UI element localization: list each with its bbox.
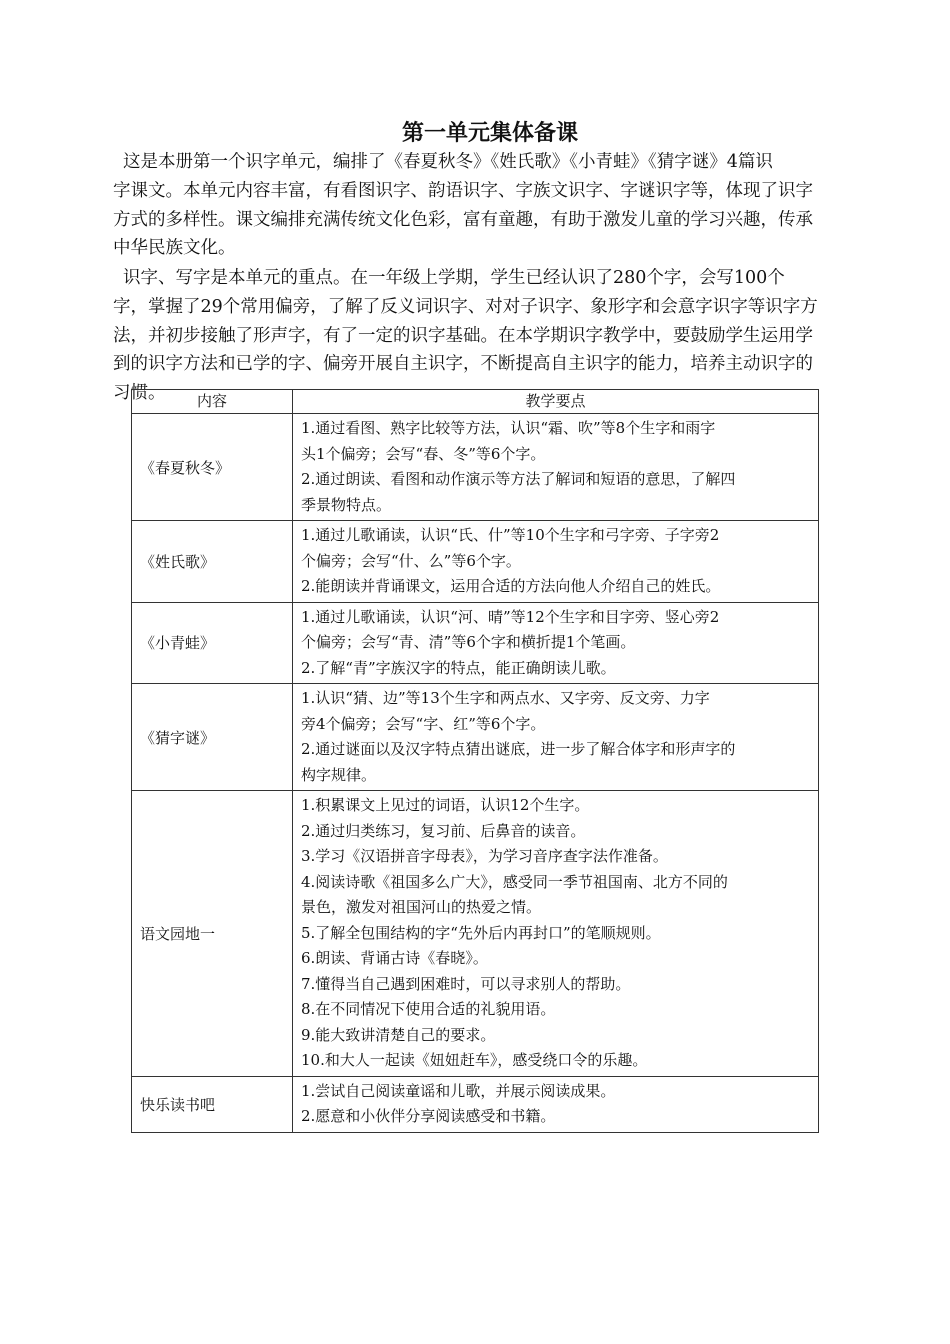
paragraph-line: 方式的多样性。课文编排充满传统文化色彩，富有童趣，有助于激发儿童的学习兴趣，传承 [113, 209, 813, 230]
teaching-point-line: 1.尝试自己阅读童谣和儿歌，并展示阅读成果。 [301, 1081, 616, 1100]
teaching-point-line: 2.通过谜面以及汉字特点猜出谜底，进一步了解合体字和形声字的 [301, 740, 736, 758]
table-row [132, 1076, 819, 1132]
teaching-points [293, 521, 819, 603]
teaching-point-line: 1.积累课文上见过的词语，认识12个生字。 [301, 796, 590, 814]
teaching-point-line: 6.朗读、背诵古诗《春晓》。 [301, 949, 488, 967]
teaching-point-line: 1.通过儿歌诵读，认识“氏、什”等10个生字和弓字旁、子字旁2 [301, 526, 720, 544]
teaching-points [293, 602, 819, 684]
header-teaching-points: 教学要点 [293, 390, 819, 414]
lesson-name: 《小青蛙》 [132, 602, 293, 684]
teaching-point-line: 5.了解全包围结构的字“先外后内再封口”的笔顺规则。 [301, 923, 661, 942]
paragraph-line: 字课文。本单元内容丰富，有看图识字、韵语识字、字族文识字、字谜识字等，体现了识字 [113, 180, 813, 201]
paragraph-line: 习惯。 [113, 383, 166, 404]
table-row [132, 684, 819, 791]
focus-paragraph [113, 264, 873, 408]
teaching-point-line: 10.和大人一起读《妞妞赶车》，感受绕口令的乐趣。 [301, 1051, 648, 1069]
teaching-point-line: 2.能朗读并背诵课文，运用合适的方法向他人介绍自己的姓氏。 [301, 577, 721, 595]
teaching-point-line: 8.在不同情况下使用合适的礼貌用语。 [301, 1000, 556, 1018]
table-header-row [132, 390, 819, 414]
teaching-points [293, 684, 819, 791]
paragraph-line: 字，掌握了29个常用偏旁，了解了反义词识字、对对子识字、象形字和会意字识字等识字方 [113, 296, 818, 317]
teaching-point-line: 1.认识“猜、边”等13个生字和两点水、又字旁、反文旁、力字 [301, 689, 710, 707]
teaching-point-line: 9.能大致讲清楚自己的要求。 [301, 1025, 496, 1044]
table-row [132, 414, 819, 521]
lesson-name: 《春夏秋冬》 [132, 414, 293, 521]
teaching-points [293, 791, 819, 1077]
teaching-point-line: 4.阅读诗歌《祖国多么广大》，感受同一季节祖国南、北方不同的 [301, 872, 728, 891]
paragraph-line: 这是本册第一个识字单元，编排了《春夏秋冬》《姓氏歌》《小青蛙》《猜字谜》4篇识 [123, 152, 773, 172]
teaching-point-line: 旁4个偏旁；会写“字、红”等6个字。 [301, 714, 546, 733]
teaching-point-line: 2.通过归类练习，复习前、后鼻音的读音。 [301, 821, 586, 840]
page-title: 第一单元集体备课 [401, 121, 578, 146]
teaching-point-line: 景色，激发对祖国河山的热爱之情。 [301, 898, 542, 916]
teaching-point-line: 1.通过看图、熟字比较等方法，认识“霜、吹”等8个生字和雨字 [301, 419, 716, 437]
header-content: 内容 [132, 390, 293, 414]
intro-paragraph [113, 148, 873, 263]
teaching-points [293, 414, 819, 521]
lesson-name: 《猜字谜》 [132, 684, 293, 791]
teaching-point-line: 2.通过朗读、看图和动作演示等方法了解词和短语的意思，了解四 [301, 470, 736, 488]
teaching-point-line: 1.通过儿歌诵读，认识“河、晴”等12个生字和目字旁、竖心旁2 [301, 607, 720, 626]
teaching-points [293, 1076, 819, 1132]
teaching-point-line: 个偏旁；会写“青、清”等6个字和横折提1个笔画。 [301, 633, 636, 651]
teaching-point-line: 构字规律。 [301, 765, 377, 784]
paragraph-line: 到的识字方法和已学的字、偏旁开展自主识字，不断提高自主识字的能力，培养主动识字的 [113, 354, 813, 375]
teaching-point-line: 个偏旁；会写“什、么”等6个字。 [301, 551, 521, 570]
teaching-point-line: 2.了解“青”字族汉字的特点，能正确朗读儿歌。 [301, 658, 616, 677]
lesson-plan-table [131, 389, 819, 1133]
lesson-name: 《姓氏歌》 [132, 521, 293, 603]
teaching-point-line: 头1个偏旁；会写“春、冬”等6个字。 [301, 444, 546, 463]
teaching-point-line: 季景物特点。 [301, 495, 392, 514]
teaching-point-line: 3.学习《汉语拼音字母表》，为学习音序查字法作准备。 [301, 847, 668, 865]
paragraph-line: 识字、写字是本单元的重点。在一年级上学期，学生已经认识了280个字，会写100个 [123, 268, 785, 288]
teaching-point-line: 7.懂得当自己遇到困难时，可以寻求别人的帮助。 [301, 974, 631, 993]
table-row [132, 521, 819, 603]
paragraph-line: 中华民族文化。 [113, 238, 236, 259]
lesson-name: 快乐读书吧 [132, 1076, 293, 1132]
paragraph-line: 法，并初步接触了形声字，有了一定的识字基础。在本学期识字教学中，要鼓励学生运用学 [113, 325, 813, 346]
lesson-name: 语文园地一 [132, 791, 293, 1077]
table-row [132, 602, 819, 684]
teaching-point-line: 2.愿意和小伙伴分享阅读感受和书籍。 [301, 1107, 556, 1125]
table-row [132, 791, 819, 1077]
